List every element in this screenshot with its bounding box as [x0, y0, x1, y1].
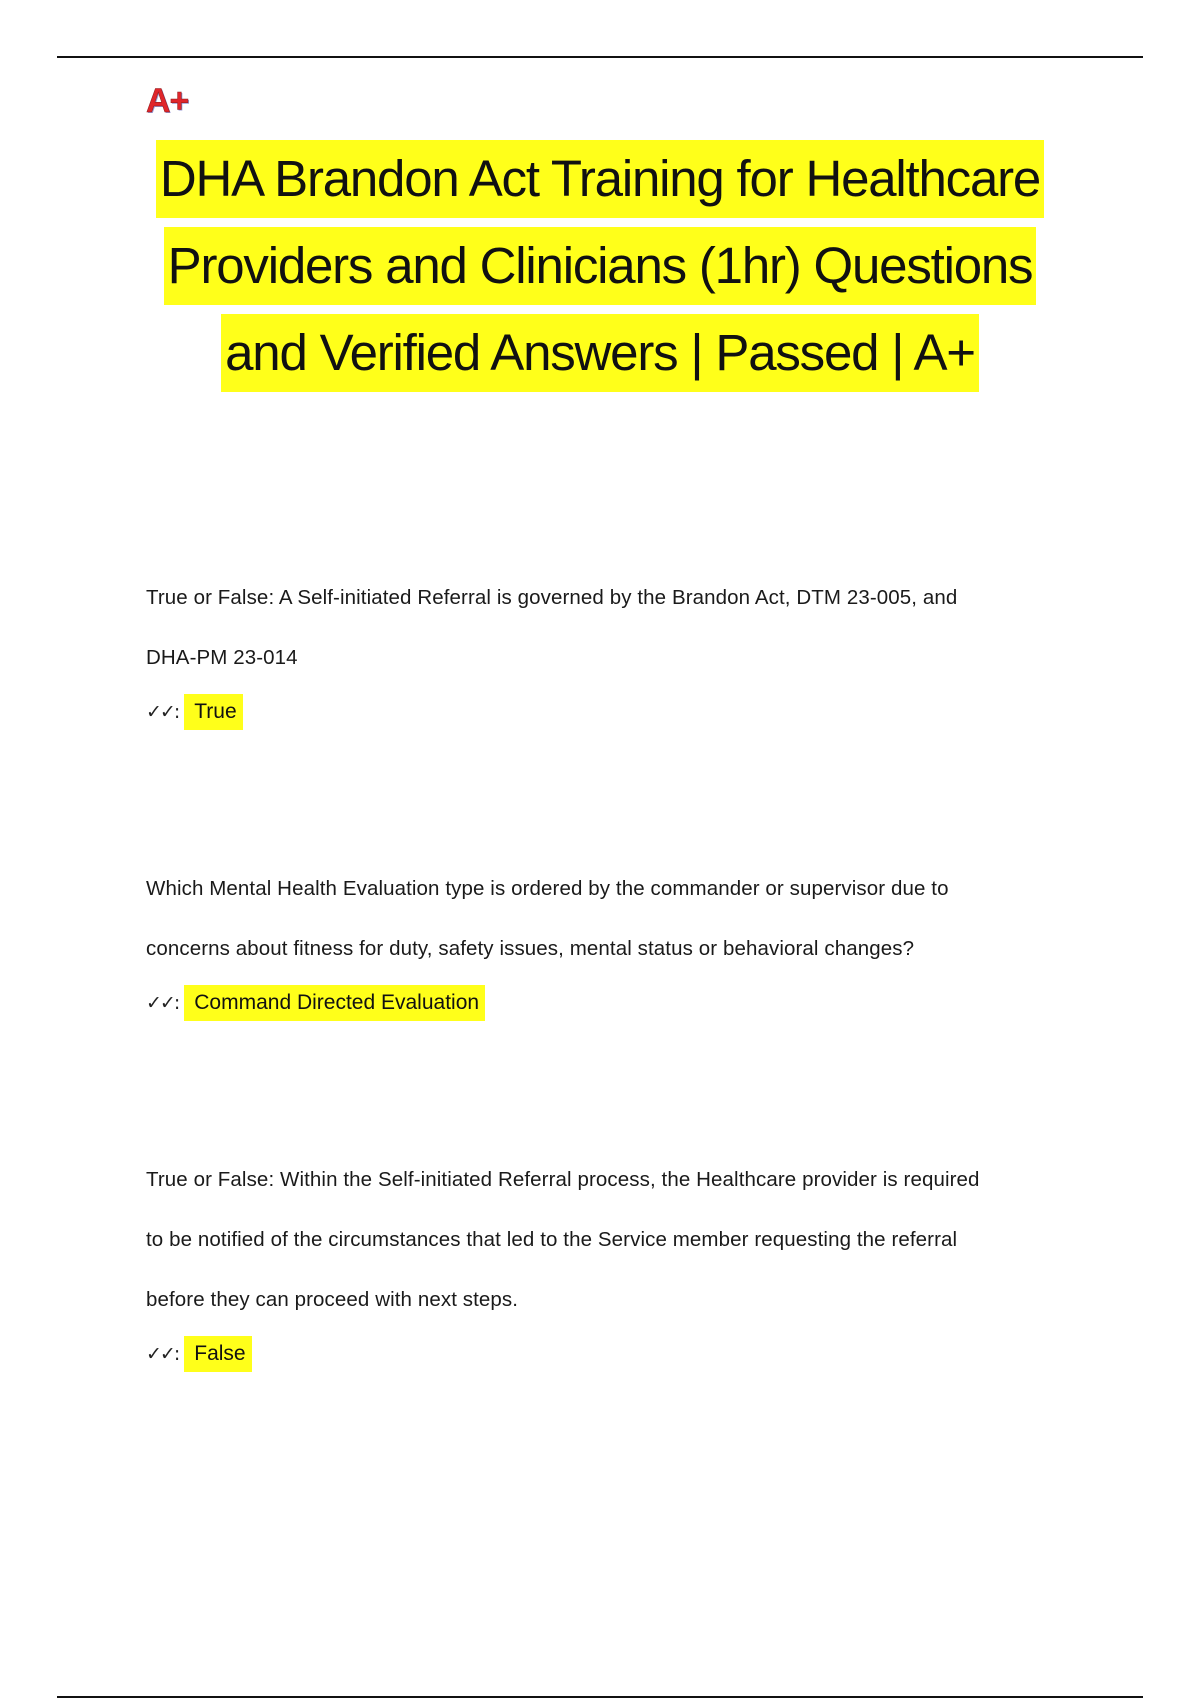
answer-text: True	[184, 694, 242, 730]
question-text: DHA-PM 23-014	[146, 646, 298, 669]
grade-badge: A+	[146, 82, 189, 120]
question-text: before they can proceed with next steps.	[146, 1288, 519, 1311]
answer-text: Command Directed Evaluation	[184, 985, 485, 1021]
title-line: and Verified Answers | Passed | A+	[221, 314, 979, 392]
double-check-icon: ✓✓:	[146, 1343, 179, 1365]
answer-text: False	[184, 1336, 251, 1372]
document-title	[140, 140, 1060, 401]
question-text: concerns about fitness for duty, safety issues, mental status or behavioral changes?	[146, 937, 915, 960]
title-line: Providers and Clinicians (1hr) Questions	[164, 227, 1037, 305]
top-divider	[57, 56, 1143, 58]
question-text: Which Mental Health Evaluation type is ordered by the commander or supervisor due to	[146, 877, 949, 900]
question-block	[146, 859, 1066, 1021]
question-block	[146, 568, 1066, 730]
double-check-icon: ✓✓:	[146, 992, 179, 1014]
double-check-icon: ✓✓:	[146, 701, 179, 723]
answer-row	[146, 1336, 1066, 1372]
question-text: to be notified of the circumstances that led to the Service member requesting the referral	[146, 1228, 958, 1251]
question-text: True or False: Within the Self-initiated Referral process, the Healthcare provider is required	[146, 1168, 980, 1191]
title-line: DHA Brandon Act Training for Healthcare	[156, 140, 1044, 218]
answer-row	[146, 985, 1066, 1021]
question-block	[146, 1150, 1066, 1372]
answer-row	[146, 694, 1066, 730]
question-text: True or False: A Self-initiated Referral is governed by the Brandon Act, DTM 23-005, and	[146, 586, 958, 609]
bottom-divider	[57, 1696, 1143, 1698]
